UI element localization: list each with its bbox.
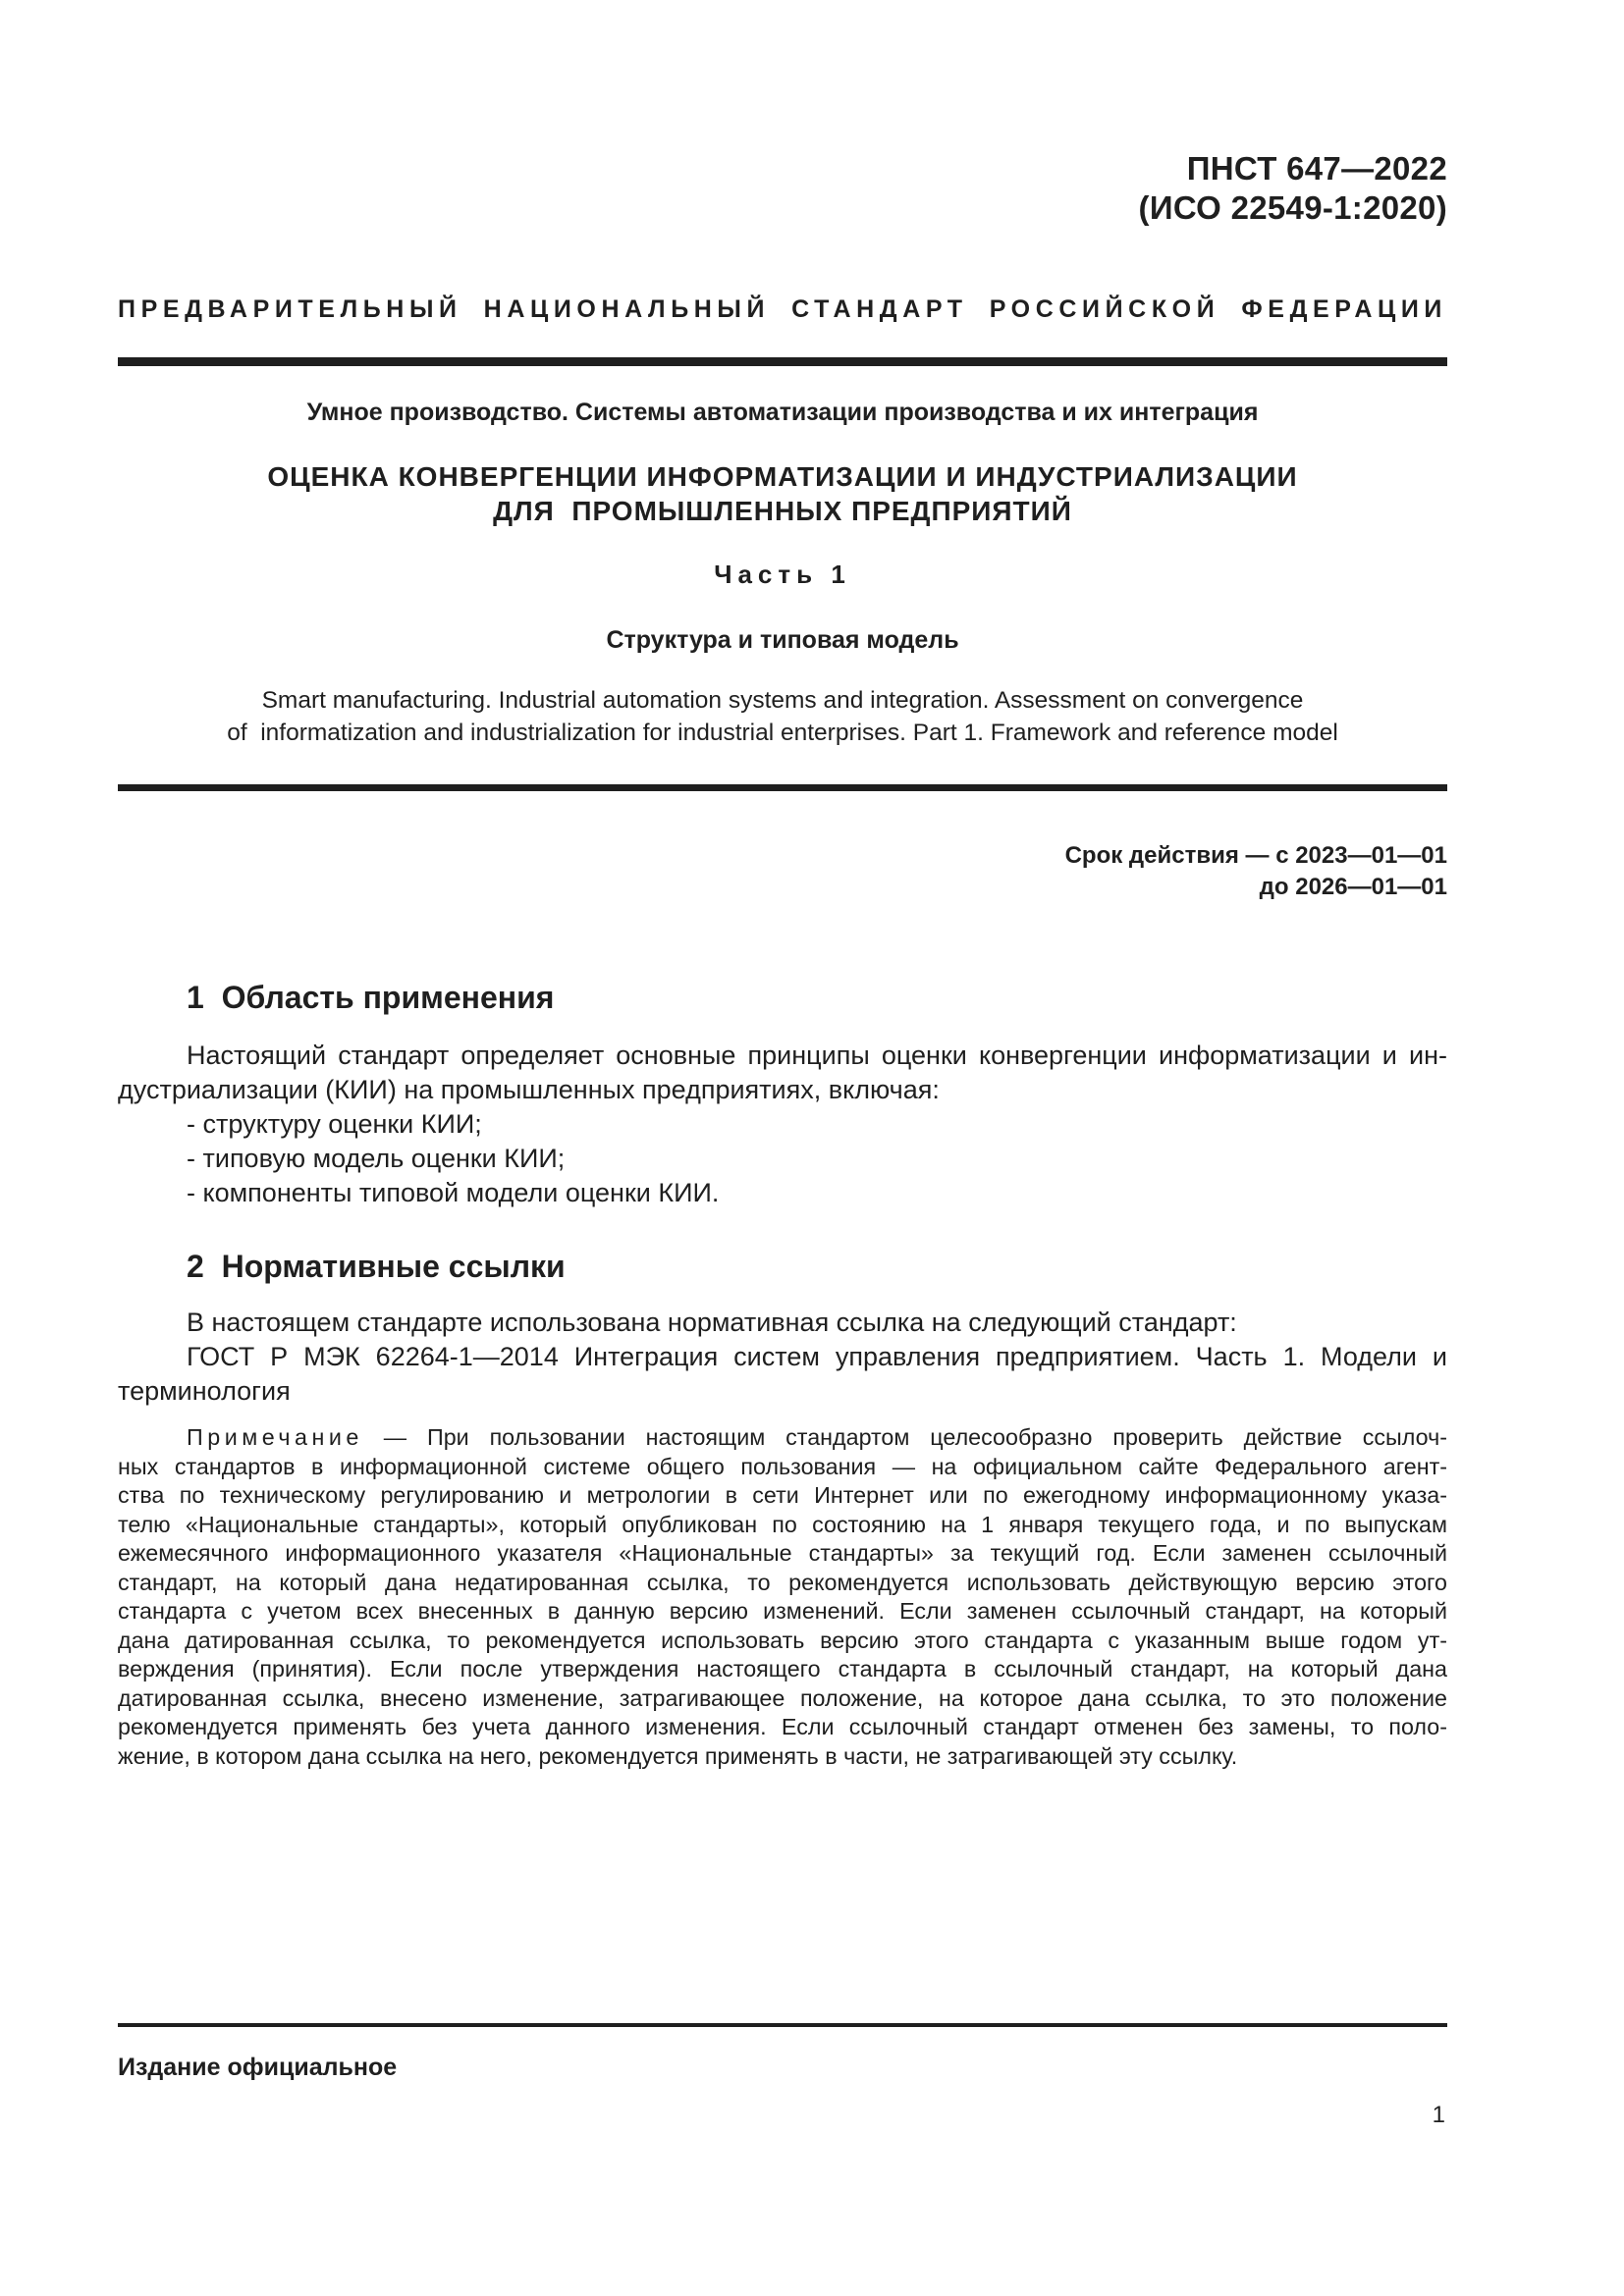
section-1-heading: 1 Область применения — [187, 980, 555, 1015]
middle-divider — [118, 784, 1447, 791]
note-line: стандарта с учетом всех внесенных в данную версию изменений. Если заменен ссылочный стандарт, на который — [118, 1598, 1447, 1624]
part-title: Структура и типовая модель — [606, 626, 959, 654]
standard-category: ПРЕДВАРИТЕЛЬНЫЙ НАЦИОНАЛЬНЫЙ СТАНДАРТ РОССИЙСКОЙ ФЕДЕРАЦИИ — [118, 295, 1447, 323]
part-label: Часть 1 — [714, 560, 851, 589]
note-line: ных стандартов в информационной системе общего пользования — на официальном сайте Федерального агент- — [118, 1453, 1447, 1479]
footer-divider — [118, 2023, 1447, 2027]
note-label: Примечание — [187, 1424, 363, 1450]
list-item: - типовую модель оценки КИИ; — [187, 1144, 566, 1173]
section-2-body — [118, 1306, 1447, 1409]
note-line-last: жение, в котором дана ссылка на него, рекомендуется применять в части, не затрагивающей эту ссылку. — [118, 1742, 1238, 1769]
section-1-para-line-2: дустриализации (КИИ) на промышленных предприятиях, включая: — [118, 1075, 940, 1104]
document-title — [118, 459, 1447, 528]
english-title-line-1: Smart manufacturing. Industrial automation systems and integration. Assessment on convergence — [261, 687, 1304, 714]
page-number: 1 — [1432, 2102, 1445, 2128]
list-item: - структуру оценки КИИ; — [187, 1109, 482, 1139]
note-line: телю «Национальные стандарты», который опубликован по состоянию на 1 января текущего года, и по выпускам — [118, 1511, 1447, 1537]
note-line: ства по техническому регулированию и метрологии в сети Интернет или по ежегодному информационному указа- — [118, 1482, 1447, 1508]
english-title-line-2: of informatization and industrialization for industrial enterprises. Part 1. Framework and reference model — [227, 720, 1338, 746]
reference-line-2: терминология — [118, 1376, 291, 1406]
note-line: ежемесячного информационного указателя «Национальные стандарты» за текущий год. Если заменен ссылочный — [118, 1540, 1447, 1566]
iso-number: (ИСО 22549-1:2020) — [1138, 189, 1447, 226]
validity-end: до 2026—01—01 — [1259, 874, 1447, 900]
list-item: - компоненты типовой модели оценки КИИ. — [187, 1178, 720, 1207]
title-line-1: ОЦЕНКА КОНВЕРГЕНЦИИ ИНФОРМАТИЗАЦИИ И ИНДУСТРИАЛИЗАЦИИ — [267, 461, 1298, 492]
section-1-para-line-1: Настоящий стандарт определяет основные принципы оценки конвергенции информатизации и ин- — [187, 1041, 1447, 1070]
validity-start: Срок действия — с 2023—01—01 — [1064, 842, 1447, 869]
section-2-heading: 2 Нормативные ссылки — [187, 1249, 566, 1284]
section-2-para-line-1: В настоящем стандарте использована нормативная ссылка на следующий стандарт: — [187, 1308, 1237, 1337]
note-line: дана датированная ссылка, то рекомендуется использовать версию этого стандарта с указанным выше годом ут- — [118, 1627, 1447, 1653]
note-line: верждения (принятия). Если после утверждения настоящего стандарта в ссылочный стандарт, на который дана — [118, 1656, 1447, 1682]
reference-line-1: ГОСТ Р МЭК 62264-1—2014 Интеграция систем управления предприятием. Часть 1. Модели и — [187, 1342, 1447, 1371]
english-title — [118, 684, 1447, 749]
doc-number: ПНСТ 647—2022 — [1186, 150, 1447, 187]
validity-period — [1065, 840, 1447, 903]
title-line-2: ДЛЯ ПРОМЫШЛЕННЫХ ПРЕДПРИЯТИЙ — [493, 496, 1072, 526]
document-identifier — [1139, 149, 1447, 228]
note-line: стандарт, на который дана недатированная ссылка, то рекомендуется использовать действующую версию этого — [118, 1569, 1447, 1595]
section-1-body — [118, 1039, 1447, 1210]
note-block — [118, 1423, 1447, 1771]
document-subtitle: Умное производство. Системы автоматизации производства и их интеграция — [306, 399, 1259, 426]
edition-label: Издание официальное — [118, 2054, 398, 2081]
note-line: рекомендуется применять без учета данного изменения. Если ссылочный стандарт отменен без замены, то поло- — [118, 1714, 1447, 1739]
note-first-text: — При пользовании настоящим стандартом целесообразно проверить действие ссылоч- — [362, 1424, 1447, 1450]
note-line: датированная ссылка, внесено изменение, затрагивающее положение, на которое дана ссылка, то это положение — [118, 1684, 1447, 1711]
top-divider — [118, 357, 1447, 366]
note-line — [118, 1423, 1447, 1453]
